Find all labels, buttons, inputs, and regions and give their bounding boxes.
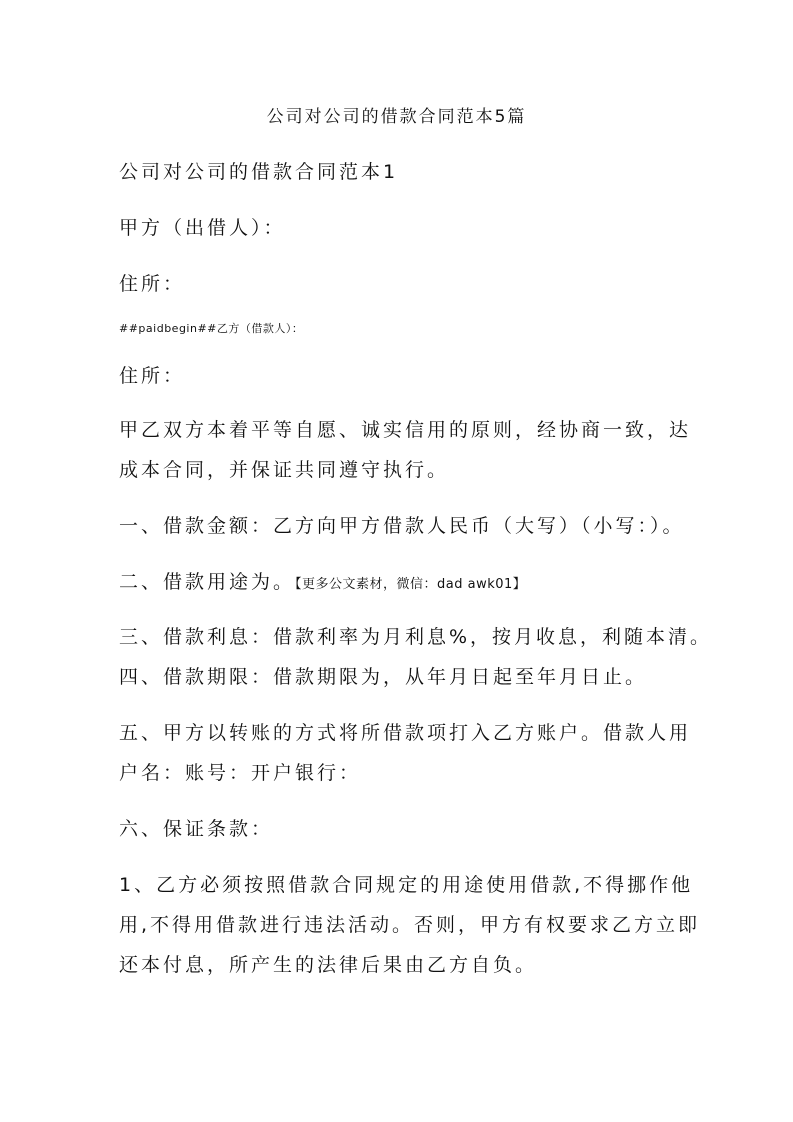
clause-2 <box>119 570 526 597</box>
address-b-label: 住所： <box>119 365 186 387</box>
document-title: 公司对公司的借款合同范本5篇 <box>266 107 527 127</box>
clause-3: 三、借款利息：借款利率为月利息%，按月收息，利随本清。 <box>119 626 713 648</box>
item-1-line-3: 还本付息，所产生的法律后果由乙方自负。 <box>119 954 538 976</box>
intro-paragraph-line-1: 甲乙双方本着平等自愿、诚实信用的原则，经协商一致，达 <box>119 419 692 441</box>
clause-1: 一、借款金额：乙方向甲方借款人民币（大写）（小写：）。 <box>119 515 685 537</box>
clause-6: 六、保证条款： <box>119 818 274 840</box>
clause-5-line-2: 户名：账号：开户银行： <box>119 762 362 784</box>
clause-5-line-1: 五、甲方以转账的方式将所借款项打入乙方账户。借款人用 <box>119 722 692 744</box>
party-b-label: ##paidbegin##乙方（借款人）： <box>119 322 304 335</box>
address-a-label: 住所： <box>119 273 186 295</box>
clause-2-text: 二、借款用途为。 <box>119 571 296 593</box>
intro-paragraph-line-2: 成本合同，并保证共同遵守执行。 <box>119 459 450 481</box>
item-1-line-2: 用,不得用借款进行违法活动。否则，甲方有权要求乙方立即 <box>119 914 701 936</box>
clause-2-note: 【更多公文素材，微信：dad awk01】 <box>295 577 527 592</box>
section-heading: 公司对公司的借款合同范本1 <box>119 161 399 183</box>
party-a-label: 甲方（出借人）： <box>119 217 286 239</box>
clause-4: 四、借款期限：借款期限为，从年月日起至年月日止。 <box>119 666 648 688</box>
item-1-line-1: 1、乙方必须按照借款合同规定的用途使用借款,不得挪作他 <box>119 874 694 896</box>
